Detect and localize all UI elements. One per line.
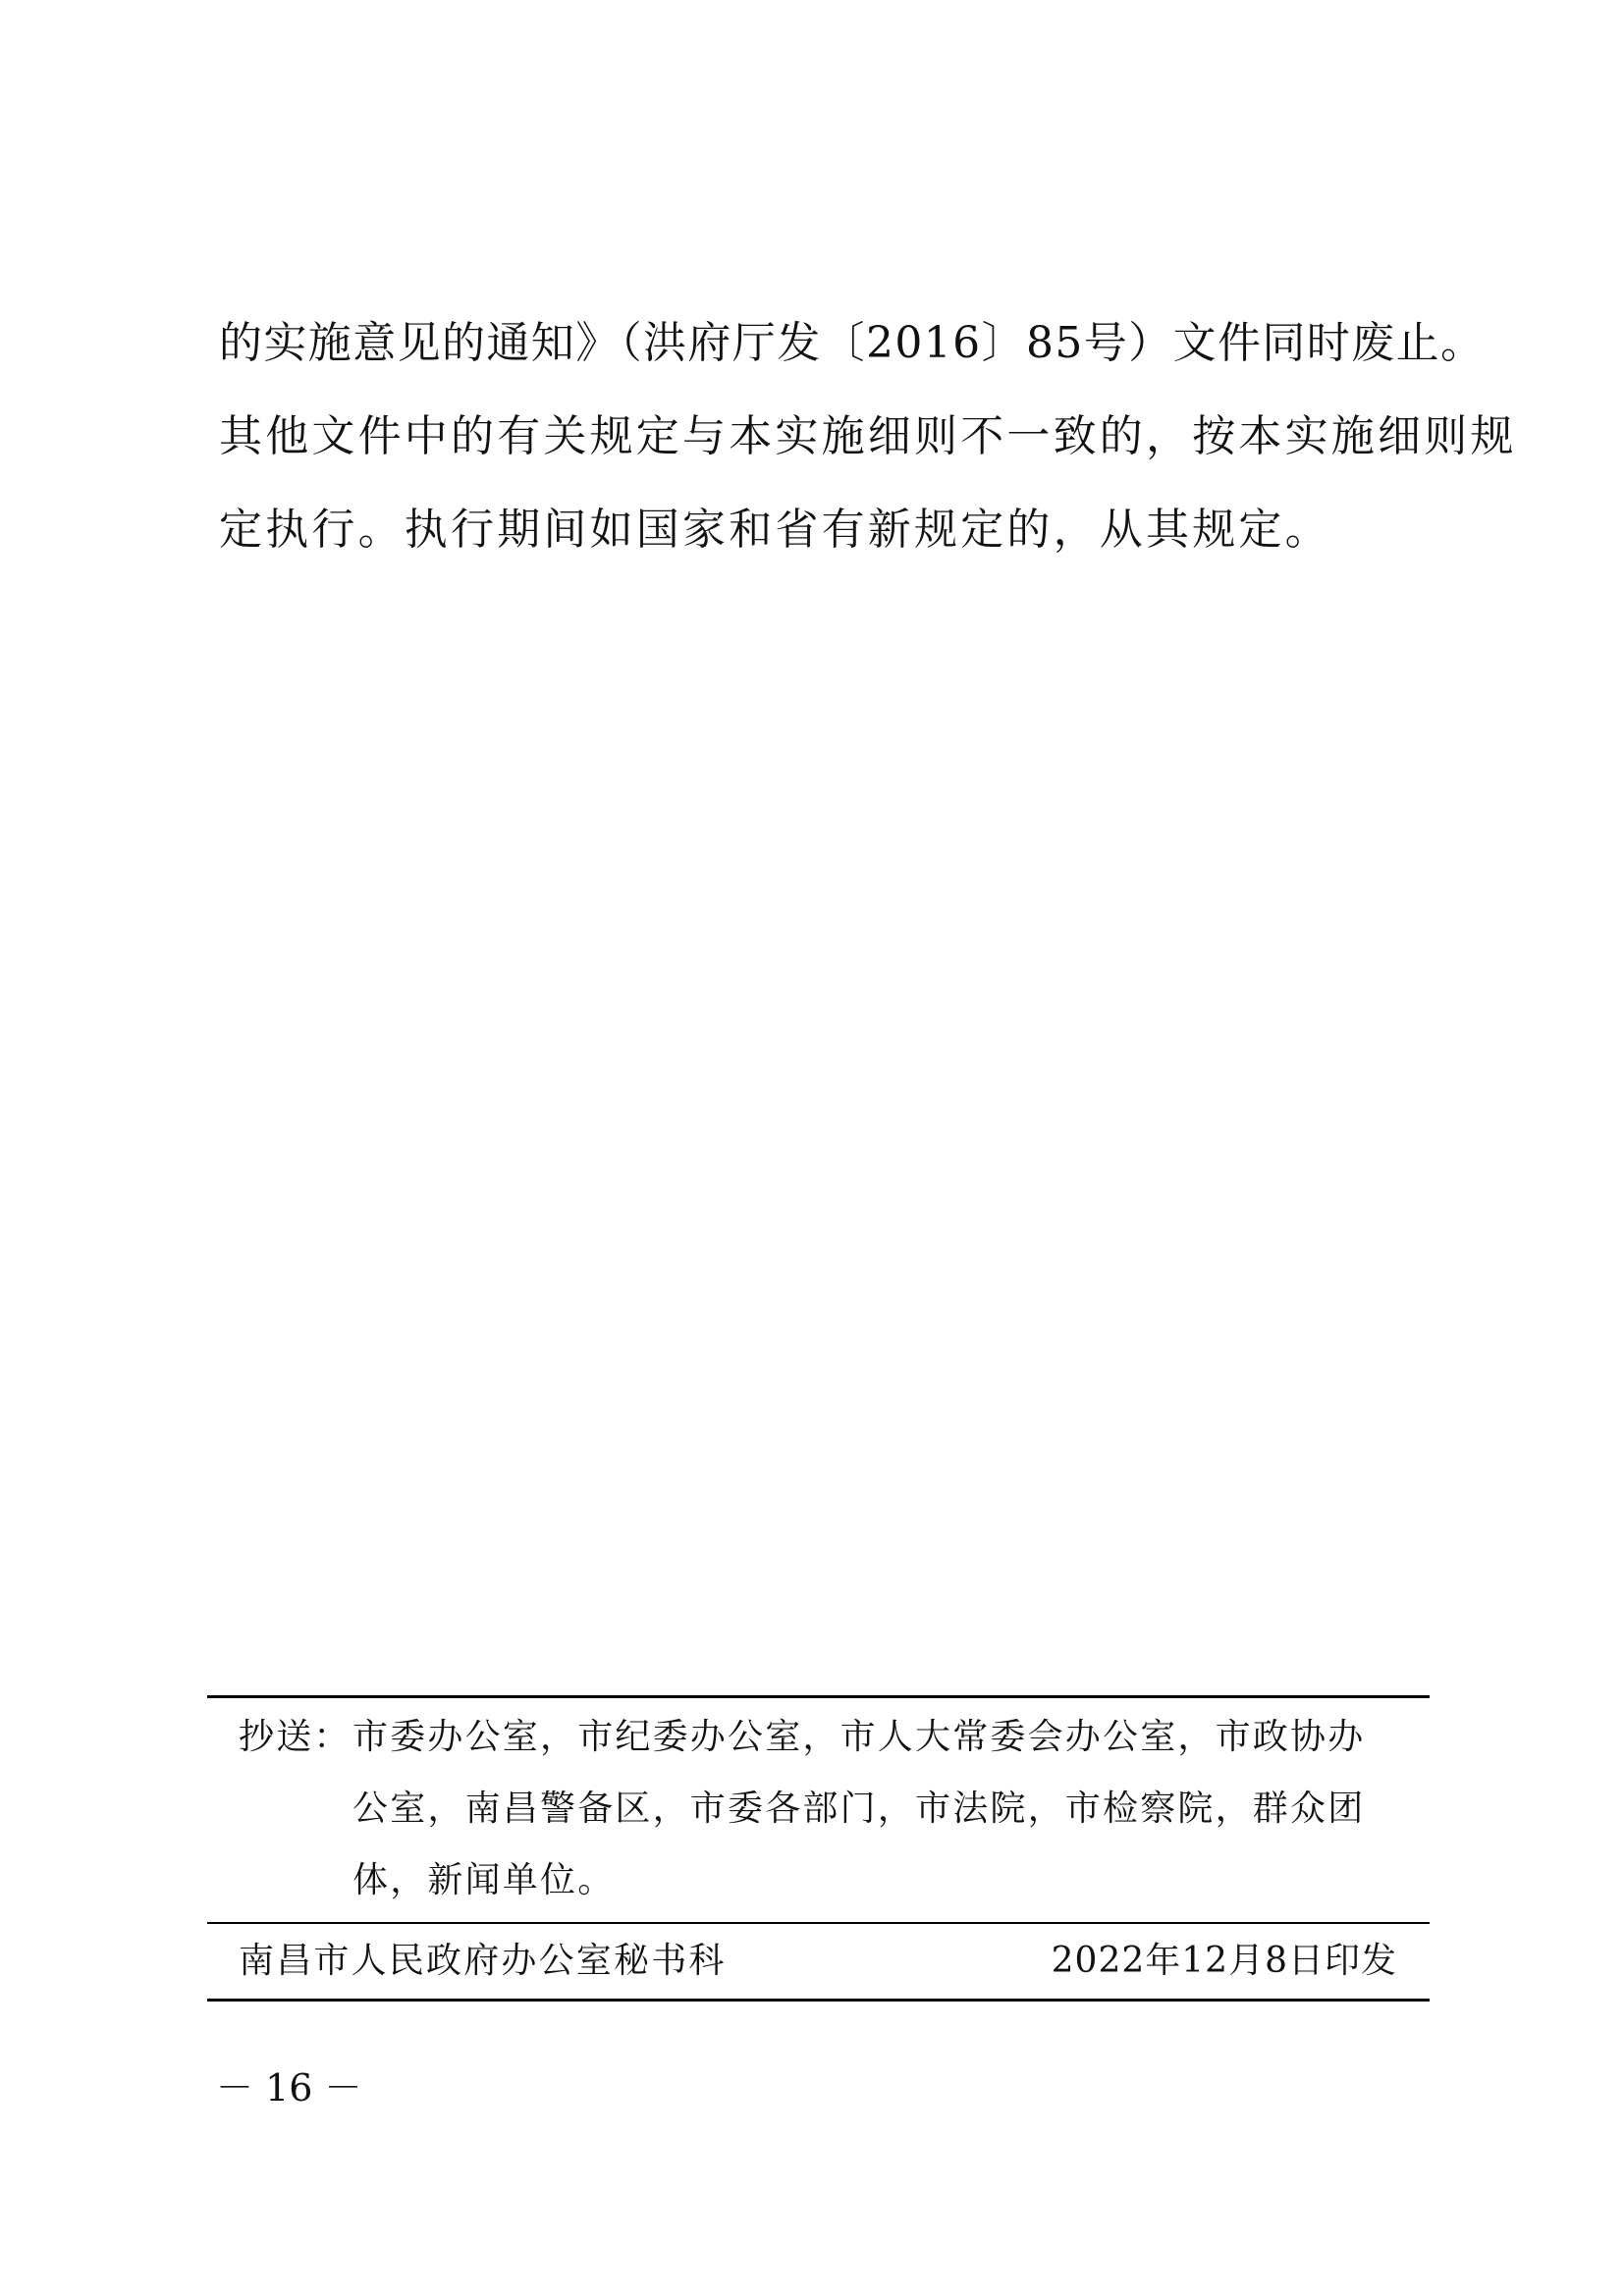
page-number: － 16 － [216,2066,362,2109]
cc-line-3: 体，新闻单位。 [352,1860,616,1900]
body-line-1: 的实施意见的通知》（洪府厅发〔2016〕85号）文件同时废止。 [219,318,1486,368]
issue-date: 2022年12月8日印发 [1051,1941,1397,1981]
issuing-office: 南昌市人民政府办公室秘书科 [239,1941,727,1981]
footer-bottom-rule [207,1999,1430,2002]
footer-mid-rule [207,1922,1430,1924]
footer-top-rule [207,1695,1430,1698]
body-line-2: 其他文件中的有关规定与本实施细则不一致的，按本实施细则规 [219,411,1517,461]
body-text [219,296,1517,576]
cc-block [239,1701,1407,1916]
body-line-3: 定执行。执行期间如国家和省有新规定的，从其规定。 [219,505,1331,555]
cc-line-2: 公室，南昌警备区，市委各部门，市法院，市检察院，群众团 [352,1789,1366,1829]
issuer-row [239,1926,1397,1997]
cc-row-1 [239,1701,1407,1773]
cc-row-2 [239,1773,1407,1844]
cc-line-1: 市委办公室，市纪委办公室，市人大常委会办公室，市政协办 [352,1717,1366,1757]
cc-label: 抄送： [239,1717,352,1757]
cc-row-3 [239,1844,1407,1916]
